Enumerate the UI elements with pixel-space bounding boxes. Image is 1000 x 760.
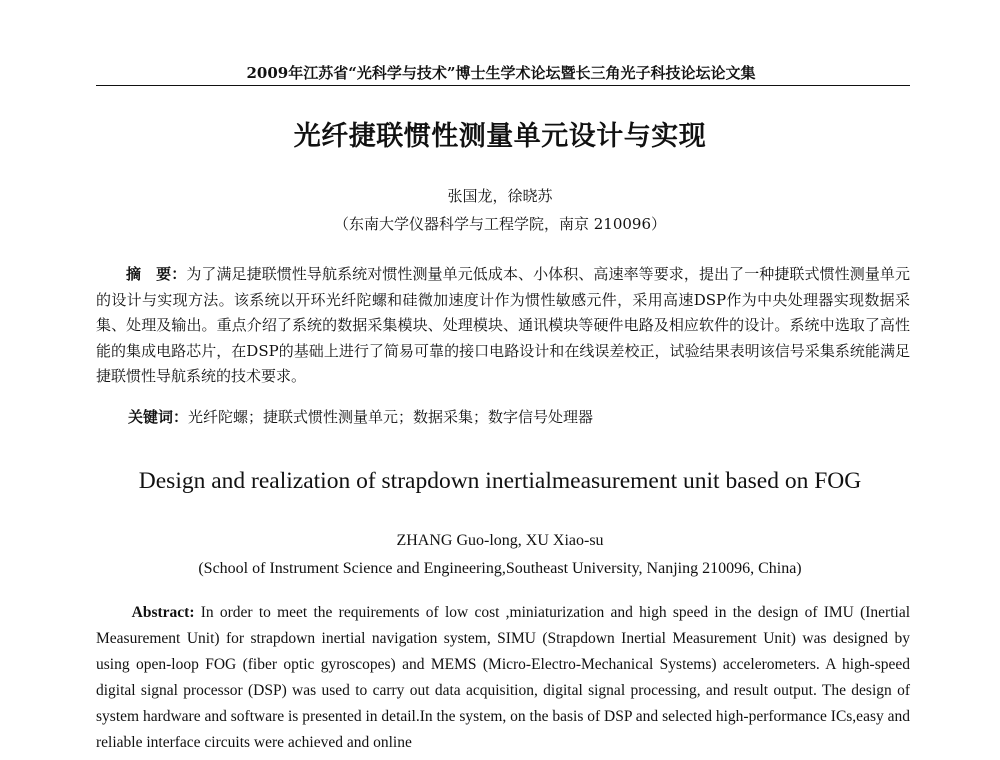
chinese-keywords — [128, 406, 910, 428]
english-abstract-label: Abstract: — [131, 604, 195, 621]
chinese-authors: 张国龙，徐晓苏 — [447, 187, 553, 205]
english-abstract — [96, 600, 910, 756]
english-paper-title: Design and realization of strapdown inertialmeasurement unit based on FOG — [138, 468, 862, 494]
english-abstract-text: In order to meet the requirements of low cost ,miniaturization and high speed in the design of IMU (Inertial Measurement Unit) for strapdown inertial navigation system, SIMU (Strapdown Inertial Measurement Unit) was designed by using open-loop FOG (fiber optic gyroscopes) and MEMS (Micro-Electro-Mechanical Systems) accelerometers. A high-speed digital signal processor (DSP) was used to carry out data acquisition, digital signal processing, and result output. The design of system hardware and software is presented in detail.In the system, on the basis of DSP and selected high-performance ICs,easy and reliable interface circuits were achieved and online — [96, 604, 911, 751]
chinese-affiliation: （东南大学仪器科学与工程学院，南京 210096） — [333, 215, 667, 233]
chinese-abstract-text: 为了满足捷联惯性导航系统对惯性测量单元低成本、小体积、高速率等要求，提出了一种捷联式惯性测量单元的设计与实现方法。该系统以开环光纤陀螺和硅微加速度计作为惯性敏感元件，采用高速DSP作为中央处理器实现数据采集、处理及输出。重点介绍了系统的数据采集模块、处理模块、通讯模块等硬件电路及相应软件的设计。系统中选取了高性能的集成电路芯片，在DSP的基础上进行了简易可靠的接口电路设计和在线误差校正，试验结果表明该信号采集系统能满足捷联惯性导航系统的技术要求。 — [96, 265, 910, 385]
chinese-abstract-label: 摘 要： — [126, 265, 187, 283]
chinese-keywords-text: 光纤陀螺；捷联式惯性测量单元；数据采集；数字信号处理器 — [188, 408, 594, 426]
chinese-abstract — [96, 262, 910, 390]
english-authors: ZHANG Guo-long, XU Xiao-su — [396, 532, 604, 549]
chinese-title-text: 光纤捷联惯性测量单元设计与实现 — [293, 121, 707, 152]
english-affiliation: (School of Instrument Science and Engineering,Southeast University, Nanjing 210096, China) — [198, 560, 802, 577]
chinese-paper-title — [0, 114, 1000, 153]
running-header: 2009年江苏省“光科学与技术”博士生学术论坛暨长三角光子科技论坛论文集 — [246, 64, 756, 82]
chinese-keywords-label: 关键词： — [128, 408, 189, 426]
header-divider — [96, 85, 910, 86]
